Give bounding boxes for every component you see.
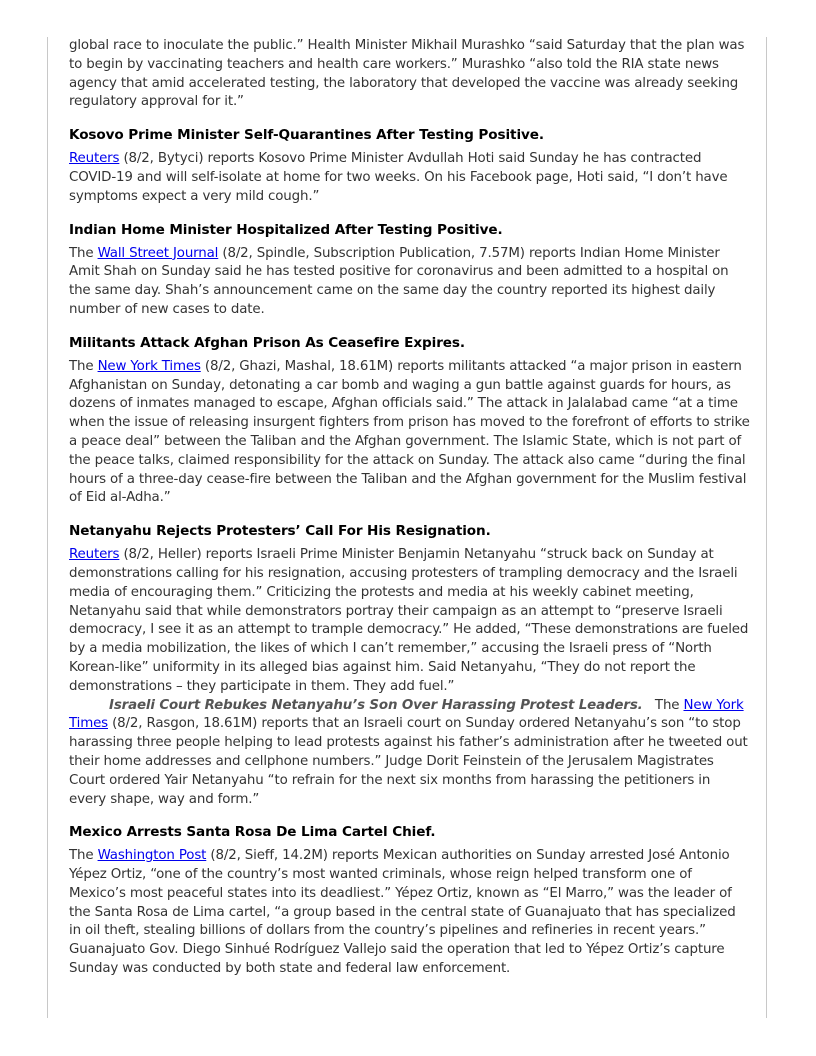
article-netanyahu <box>69 522 751 809</box>
article-kosovo <box>69 126 751 206</box>
article-body: The New York Times (8/2, Ghazi, Mashal, 18.61M) reports militants attacked “a major prison in eastern Afghanistan on Sunday, detonating a car bomb and waging a gun battle against guards for hours, as dozens of inmates managed to escape, Afghan officials said.” The attack in Jalalabad came “at a time when the issue of releasing insurgent fighters from prison has moved to the forefront of efforts to strike a peace deal” between the Taliban and the Afghan government. The Islamic State, which is not part of the peace talks, claimed responsibility for the attack on Sunday. The attack also came “during the final hours of a three-day cease-fire between the Taliban and the Afghan government for the Muslim festival of Eid al-Adha.” <box>69 358 750 506</box>
newsletter-page <box>47 37 767 1018</box>
source-link-reuters[interactable]: Reuters <box>69 547 120 563</box>
source-link-wsj[interactable]: Wall Street Journal <box>97 245 219 261</box>
article-headline: Indian Home Minister Hospitalized After Testing Positive. <box>69 221 503 238</box>
source-link-nyt[interactable]: New York Times <box>69 697 744 732</box>
article-india <box>69 221 751 320</box>
newsletter-content <box>69 37 751 979</box>
continued-paragraph: global race to inoculate the public.” Health Minister Mikhail Murashko “said Saturday that the plan was to begin by vaccinating teachers and health care workers.” Murashko “also told the RIA state news agency that amid accelerated testing, the laboratory that developed the vaccine was already seeking regulatory approval for it.” <box>69 38 745 110</box>
source-link-washington-post[interactable]: Washington Post <box>97 848 207 864</box>
article-headline: Mexico Arrests Santa Rosa De Lima Cartel Chief. <box>69 824 436 841</box>
article-body: Reuters (8/2, Bytyci) reports Kosovo Prime Minister Avdullah Hoti said Sunday he has contracted COVID-19 and will self-isolate at home for two weeks. On his Facebook page, Hoti said, “I don’t have symptoms expect a very mild cough.” <box>69 151 728 204</box>
article-headline: Netanyahu Rejects Protesters’ Call For His Resignation. <box>69 523 491 540</box>
sub-article-headline: Israeli Court Rebukes Netanyahu’s Son Over Harassing Protest Leaders. <box>109 697 643 713</box>
source-link-nyt[interactable]: New York Times <box>97 358 201 374</box>
article-afghan-prison <box>69 334 751 508</box>
article-body: Reuters (8/2, Heller) reports Israeli Prime Minister Benjamin Netanyahu “struck back on Sunday at demonstrations calling for his resignation, accusing protesters of trampling democracy and the Israeli media of encouraging them.” Criticizing the protests and media at his weekly cabinet meeting, Netanyahu said that while demonstrators portray their campaign as an attempt to “preserve Israeli democracy, I see it as an attempt to trample democracy.” He added, “These demonstrations are fueled by a media mobilization, the likes of which I can’t remember,” accusing the Israeli press of “North Korean-like” uniformity in its alleged bias against him. Said Netanyahu, “They do not report the demonstrations – they participate in them. They add fuel.” <box>69 547 749 694</box>
article-headline: Militants Attack Afghan Prison As Ceasefire Expires. <box>69 334 465 351</box>
article-headline: Kosovo Prime Minister Self-Quarantines After Testing Positive. <box>69 127 544 144</box>
source-link-reuters[interactable]: Reuters <box>69 151 120 167</box>
sub-article-body: Israeli Court Rebukes Netanyahu’s Son Over Harassing Protest Leaders. The New York Times (8/2, Rasgon, 18.61M) reports that an Israeli court on Sunday ordered Netanyahu’s son “to stop harassing three people helping to lead protests against his father’s administration after he tweeted out their home addresses and cellphone numbers.” Judge Dorit Feinstein of the Jerusalem Magistrates Court ordered Yair Netanyahu “to refrain for the next six months from harassing the petitioners in every shape, way and form.” <box>69 697 748 807</box>
article-mexico <box>69 823 751 979</box>
article-body: The Washington Post (8/2, Sieff, 14.2M) reports Mexican authorities on Sunday arrested José Antonio Yépez Ortiz, “one of the country’s most wanted criminals, whose reign helped transform one of Mexico’s most peaceful states into its deadliest.” Yépez Ortiz, known as “El Marro,” was the leader of the Santa Rosa de Lima cartel, “a group based in the central state of Guanajuato that has specialized in oil theft, stealing billions of dollars from the country’s pipelines and refineries in recent years.” Guanajuato Gov. Diego Sinhué Rodríguez Vallejo said the operation that led to Yépez Ortiz’s capture Sunday was conducted by both state and federal law enforcement. <box>69 848 736 977</box>
article-body: The Wall Street Journal (8/2, Spindle, Subscription Publication, 7.57M) reports Indian Home Minister Amit Shah on Sunday said he has tested positive for coronavirus and been admitted to a hospital on the same day. Shah’s announcement came on the same day the country reported its highest daily number of new cases to date. <box>69 245 729 317</box>
